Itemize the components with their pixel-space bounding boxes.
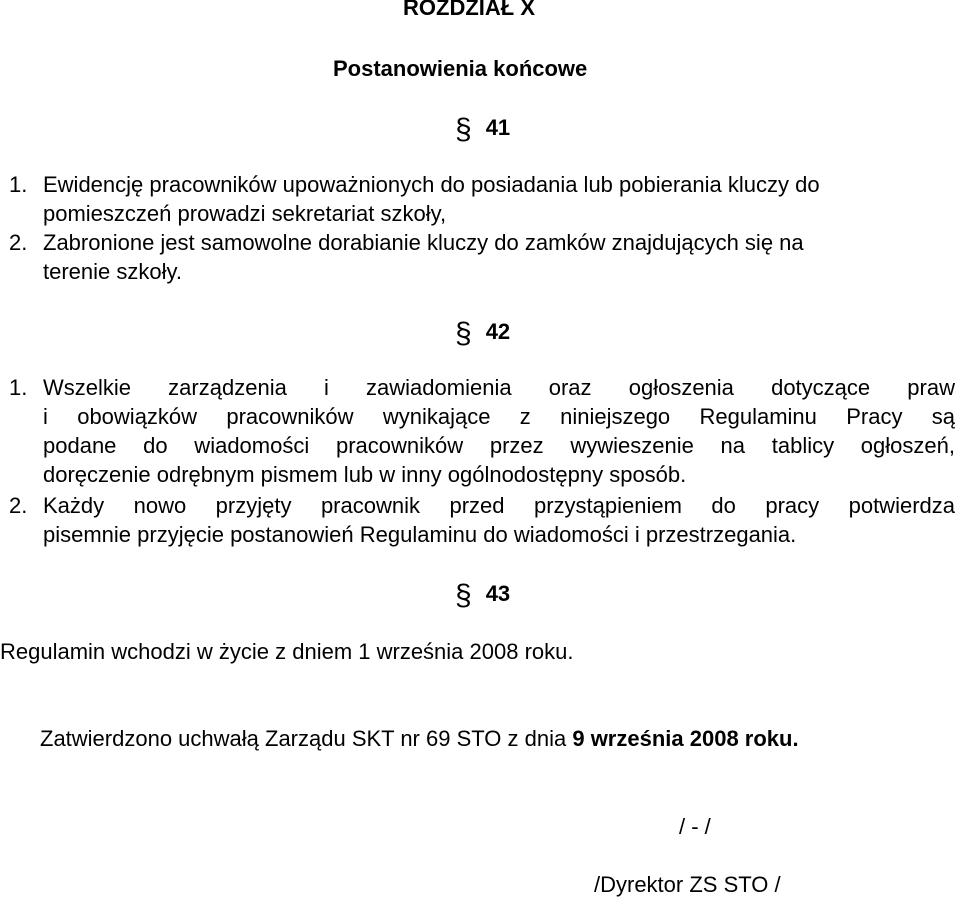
chapter-subtitle: Postanowienia końcowe (333, 56, 588, 81)
section-number: 41 (485, 115, 511, 140)
section-42-point-1-line-3: podane do wiadomości pracowników przez wywieszenie na tablicy ogłoszeń, (43, 433, 955, 458)
section-41-point-2-line-2: terenie szkoły. (43, 259, 182, 284)
point-number: 2. (9, 493, 28, 518)
section-heading-41 (455, 114, 510, 144)
section-heading-42 (455, 318, 510, 348)
section-41-point-2-line-1: 2. Zabronione jest samowolne dorabianie kluczy do zamków znajdujących się na (9, 230, 804, 255)
signature-role: /Dyrektor ZS STO / (594, 872, 781, 897)
section-number: 43 (485, 581, 511, 606)
section-42-point-1-line-2: i obowiązków pracowników wynikające z niniejszego Regulaminu Pracy są (43, 404, 955, 429)
section-43-text: Regulamin wchodzi w życie z dniem 1 września 2008 roku. (0, 639, 574, 664)
section-41-point-1-line-1: 1. Ewidencję pracowników upoważnionych do posiadania lub pobierania kluczy do (9, 172, 820, 197)
point-number: 1. (9, 172, 28, 197)
approval-date: 9 września 2008 roku. (572, 726, 799, 751)
section-sign-icon: § (455, 113, 472, 146)
approval-prefix: Zatwierdzono uchwałą Zarządu SKT nr 69 STO z dnia (40, 726, 573, 751)
point-number: 2. (9, 230, 28, 255)
section-sign-icon: § (455, 579, 472, 612)
approval-statement (40, 725, 799, 753)
section-42-point-1-line-4: doręczenie odrębnym pismem lub w inny ogólnodostępny sposób. (43, 462, 687, 487)
section-sign-icon: § (455, 317, 472, 350)
section-42-point-2-line-1: 2. Każdy nowo przyjęty pracownik przed przystąpieniem do pracy potwierdza (9, 493, 955, 518)
section-number: 42 (485, 319, 511, 344)
section-41-point-1-line-2: pomieszczeń prowadzi sekretariat szkoły, (43, 201, 447, 226)
point-number: 1. (9, 375, 28, 400)
signature-mark: / - / (679, 814, 711, 839)
section-heading-43 (455, 580, 510, 610)
chapter-title: ROZDZIAŁ X (403, 0, 535, 20)
section-42-point-2-line-2: pisemnie przyjęcie postanowień Regulaminu do wiadomości i przestrzegania. (43, 522, 797, 547)
section-42-point-1-line-1: 1. Wszelkie zarządzenia i zawiadomienia oraz ogłoszenia dotyczące praw (9, 375, 955, 400)
